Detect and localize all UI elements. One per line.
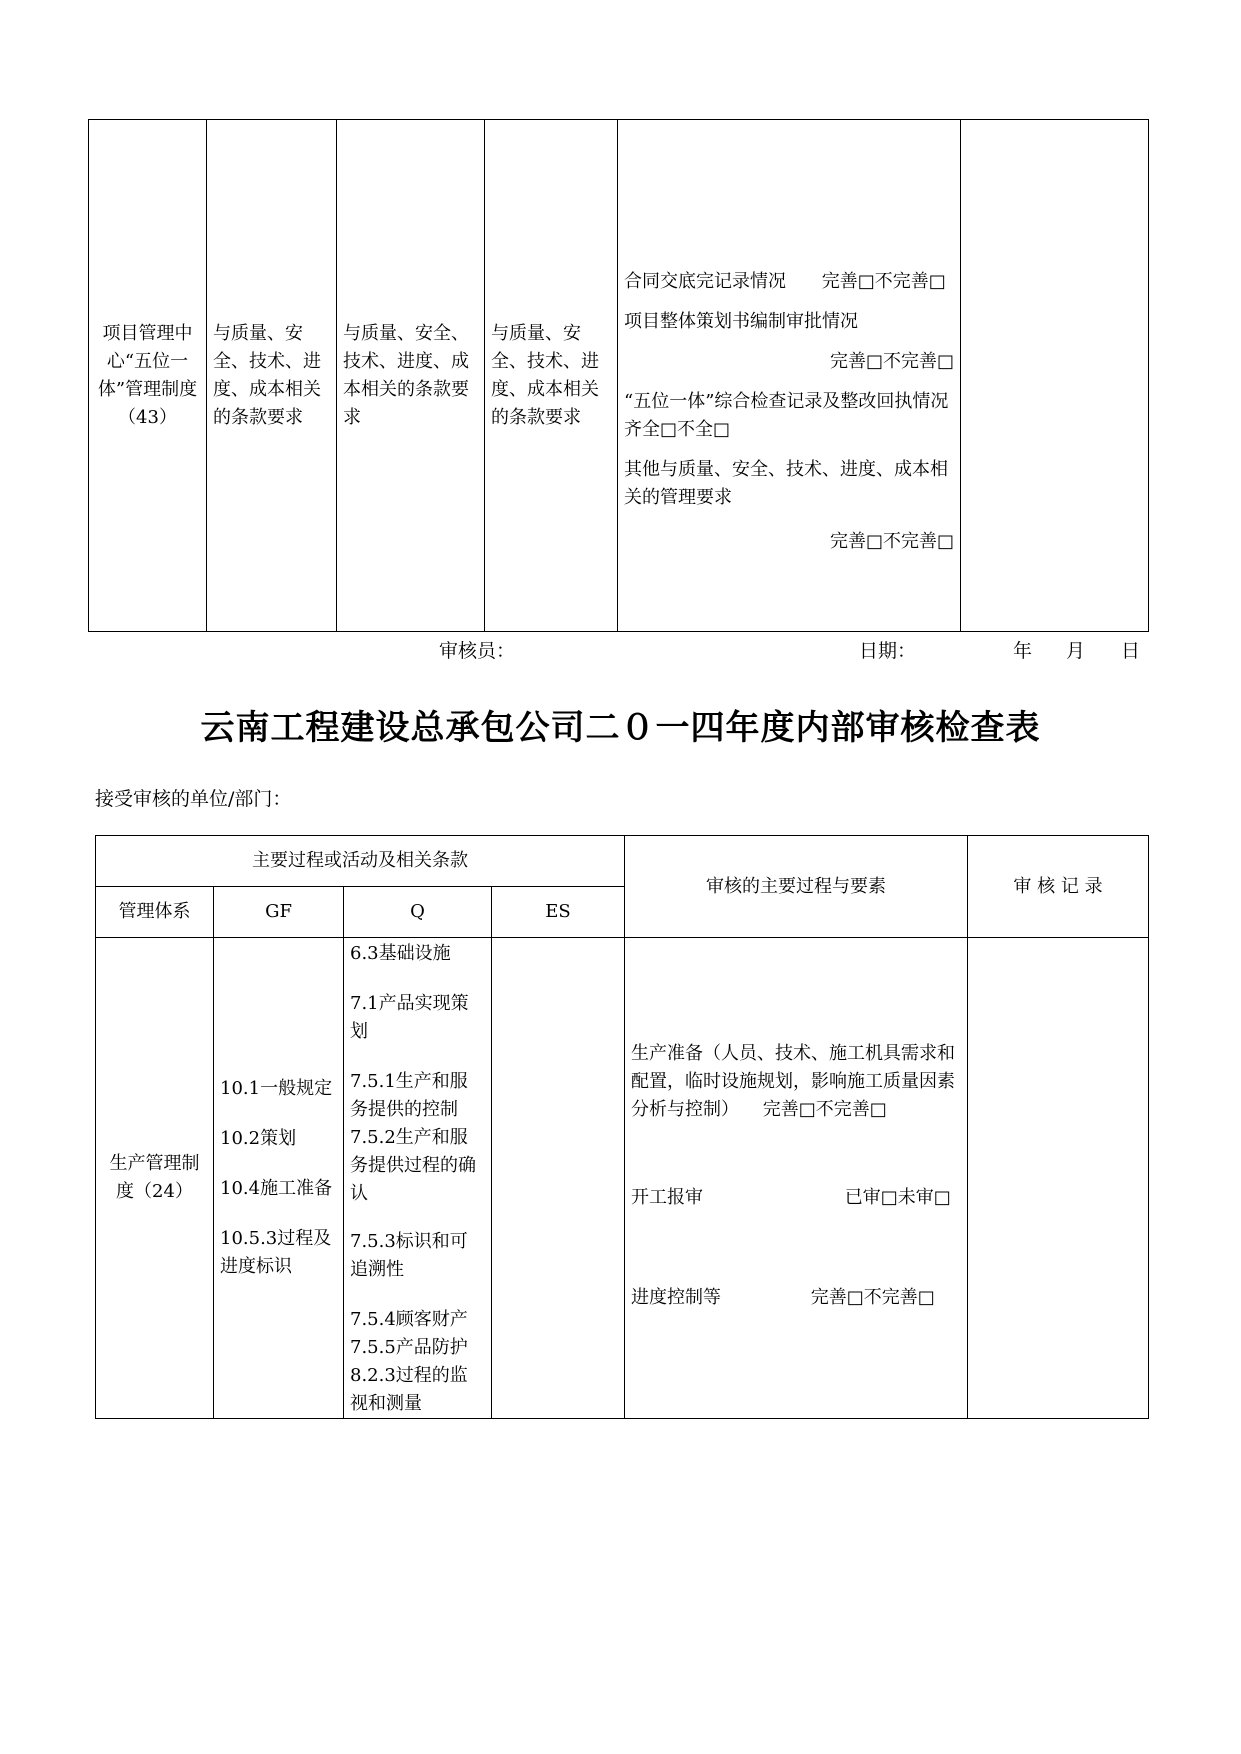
- date-label: 日期：: [859, 640, 917, 662]
- element-item: [624, 268, 954, 296]
- element-check: 完善□不完善□: [762, 1099, 887, 1120]
- auditor-label: 审核员：: [439, 640, 516, 662]
- element-check: 已审□未审□: [844, 1187, 951, 1208]
- element-text: 其他与质量、安全、技术、进度、成本相关的管理要求: [624, 459, 948, 508]
- audit-checklist-table: [95, 835, 1149, 1419]
- element-text: 项目整体策划书编制审批情况: [624, 311, 858, 332]
- header-elements-text: 审核的主要过程与要素: [706, 875, 886, 897]
- q-item: 6.3基础设施: [350, 943, 451, 964]
- header-record-text: 审 核 记 录: [1013, 875, 1103, 897]
- element-item: [631, 1040, 961, 1124]
- system-cell: [89, 120, 207, 632]
- element-item: [624, 388, 954, 444]
- audit-table-continued: [88, 119, 1149, 632]
- es-text: 与质量、安全、技术、进度、成本相关的条款要求: [491, 322, 599, 428]
- q-item: 7.5.3标识和可追溯性: [350, 1231, 468, 1280]
- row-q: [344, 938, 492, 1419]
- row-record: [968, 938, 1149, 1419]
- row-es: [492, 938, 625, 1419]
- row-system: [96, 938, 214, 1419]
- q-item: 7.5.4顾客财产: [350, 1309, 468, 1330]
- col-system: 管理体系: [96, 887, 214, 938]
- q-item: 7.5.2生产和服务提供过程的确认: [350, 1127, 476, 1204]
- q-cell: [337, 120, 485, 632]
- q-item: 7.1产品实现策划: [350, 993, 469, 1042]
- element-text: 生产准备（人员、技术、施工机具需求和配置，临时设施规划，影响施工质量因素分析与控制）: [631, 1043, 955, 1120]
- element-text: 进度控制等: [631, 1287, 721, 1308]
- element-check: 完善□不完善□: [821, 271, 946, 292]
- year-label: 年: [1013, 640, 1033, 662]
- gf-item: 10.5.3过程及进度标识: [220, 1228, 332, 1277]
- header-main: [96, 836, 625, 887]
- header-elements: [625, 836, 968, 938]
- q-item: 7.5.1生产和服务提供的控制: [350, 1071, 468, 1120]
- system-text: 项目管理中心“五位一体”管理制度（43）: [97, 322, 198, 428]
- element-check: 齐全□不全□: [624, 419, 731, 440]
- record-cell: [961, 120, 1149, 632]
- element-check: 完善□不完善□: [810, 1287, 935, 1308]
- element-item: [624, 308, 954, 336]
- row-elements: [625, 938, 968, 1419]
- q-item: 7.5.5产品防护: [350, 1337, 468, 1358]
- es-cell: [485, 120, 618, 632]
- col-gf: GF: [214, 887, 344, 938]
- element-check: 完善□不完善□: [829, 531, 954, 552]
- element-item: [624, 456, 954, 512]
- gf-item: 10.4施工准备: [220, 1178, 333, 1199]
- row-system-text: 生产管理制度（24）: [109, 1153, 200, 1202]
- element-text: “五位一体”综合检查记录及整改回执情况: [624, 391, 949, 412]
- gf-cell: [207, 120, 337, 632]
- q-item: 8.2.3过程的监视和测量: [350, 1365, 468, 1414]
- header-main-text: 主要过程或活动及相关条款: [252, 850, 468, 871]
- element-check: 完善□不完善□: [829, 351, 954, 372]
- col-es: ES: [492, 887, 625, 938]
- day-label: 日: [1121, 640, 1141, 662]
- page-title: 云南工程建设总承包公司二０一四年度内部审核检查表: [200, 708, 1041, 748]
- element-text: 开工报审: [631, 1187, 703, 1208]
- q-text: 与质量、安全、技术、进度、成本相关的条款要求: [343, 322, 469, 428]
- element-item: [631, 1184, 961, 1212]
- elements-cell: [618, 120, 961, 632]
- gf-item: 10.2策划: [220, 1128, 297, 1149]
- row-gf: [214, 938, 344, 1419]
- audited-unit-label: 接受审核的单位/部门：: [95, 788, 292, 810]
- element-text: 合同交底完记录情况: [624, 271, 786, 292]
- col-q: Q: [344, 887, 492, 938]
- gf-text: 与质量、安全、技术、进度、成本相关的条款要求: [213, 322, 321, 428]
- gf-item: 10.1一般规定: [220, 1078, 333, 1099]
- element-item: [631, 1284, 961, 1312]
- month-label: 月: [1066, 640, 1086, 662]
- header-record: [968, 836, 1149, 938]
